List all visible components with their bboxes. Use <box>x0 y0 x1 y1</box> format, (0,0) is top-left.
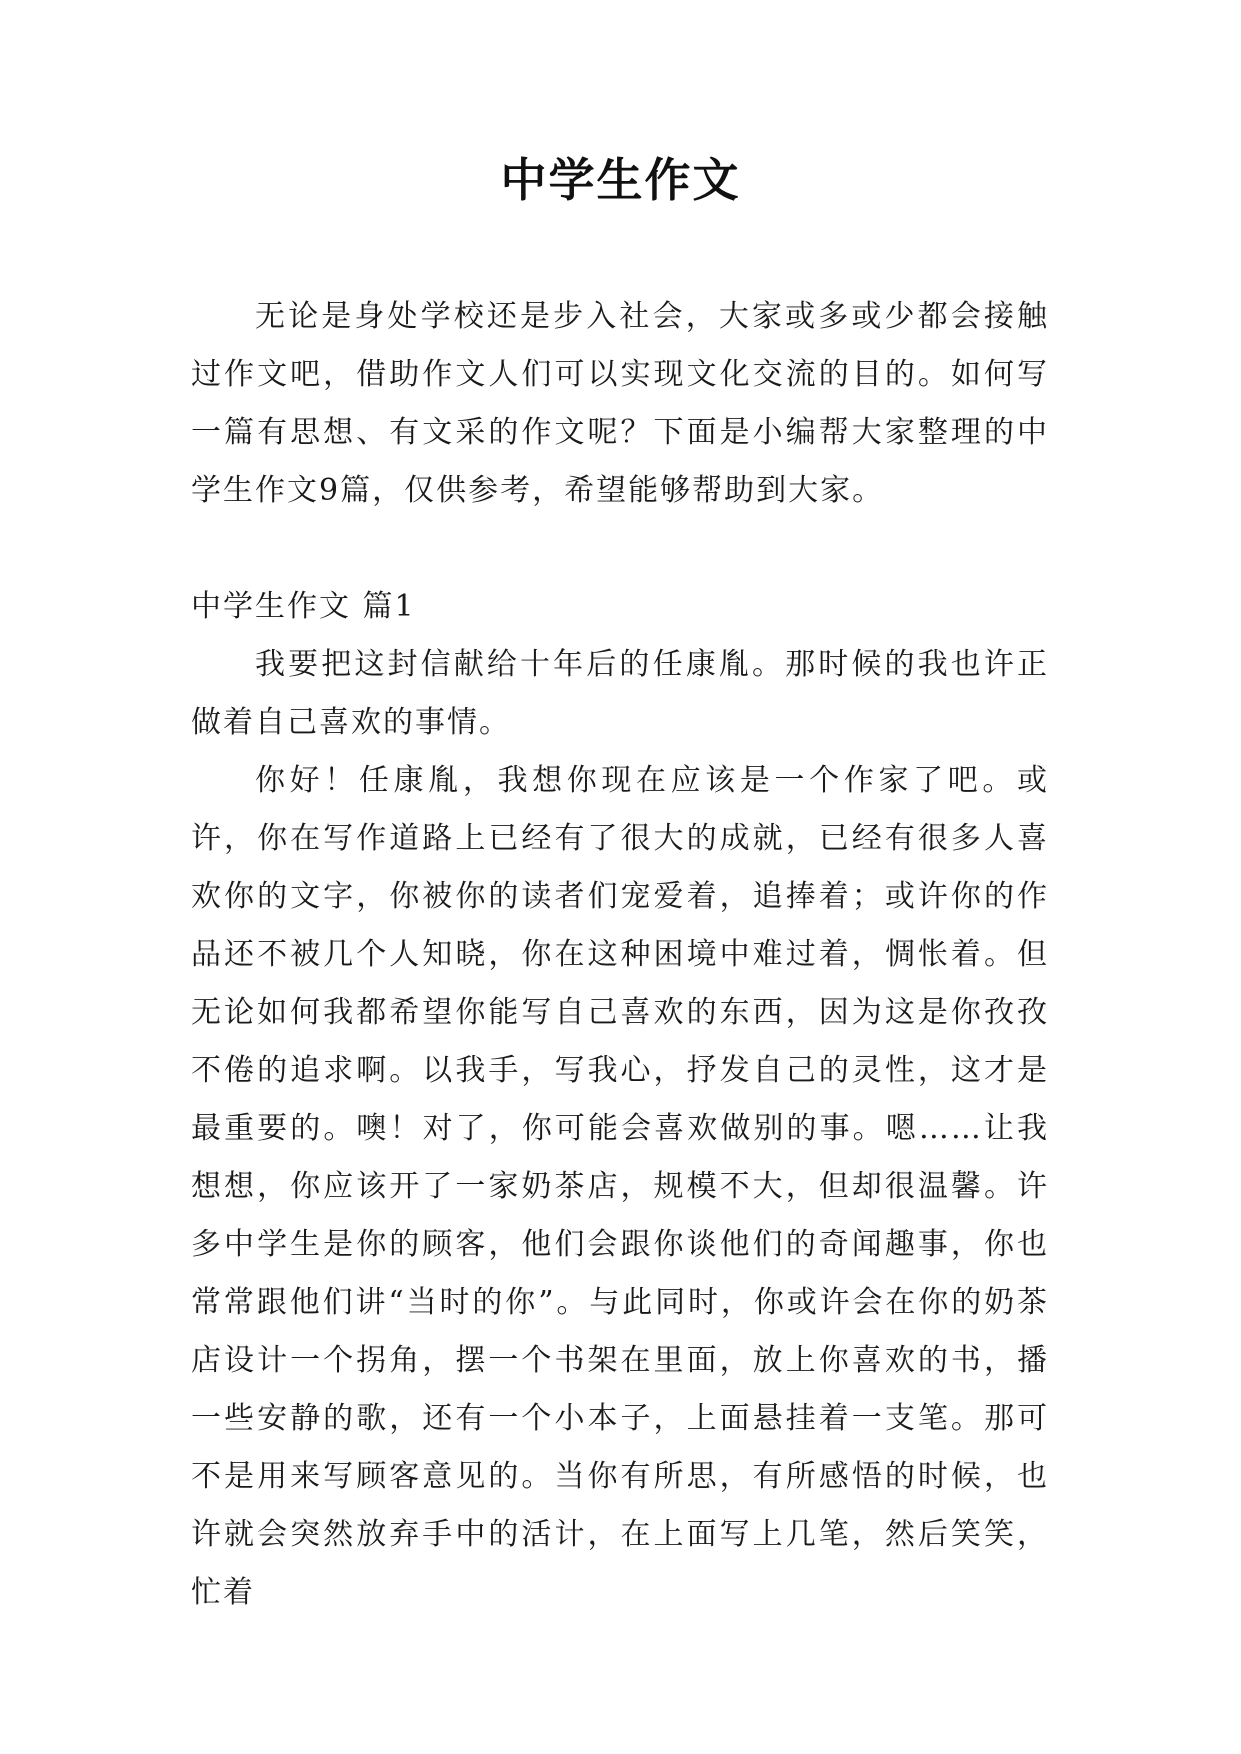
section-heading: 中学生作文 篇1 <box>191 589 416 624</box>
section-paragraph-1: 我要把这封信献给十年后的任康胤。那时候的我也许正做着自己喜欢的事情。 <box>191 647 1049 740</box>
intro-paragraph: 无论是身处学校还是步入社会，大家或多或少都会接触过作文吧，借助作文人们可以实现文化交流的目的。如何写一篇有思想、有文采的作文呢？下面是小编帮大家整理的中学生作文9篇，仅供参考，希望能够帮助到大家。 <box>191 299 1049 508</box>
intro-block <box>191 288 1049 520</box>
section-paragraph-2: 你好！任康胤，我想你现在应该是一个作家了吧。或许，你在写作道路上已经有了很大的成就，已经有很多人喜欢你的文字，你被你的读者们宠爱着，追捧着；或许你的作品还不被几个人知晓，你在这种困境中难过着，惆怅着。但无论如何我都希望你能写自己喜欢的东西，因为这是你孜孜不倦的追求啊。以我手，写我心，抒发自己的灵性，这才是最重要的。噢！对了，你可能会喜欢做别的事。嗯……让我想想，你应该开了一家奶茶店，规模不大，但却很温馨。许多中学生是你的顾客，他们会跟你谈他们的奇闻趣事，你也常常跟他们讲“当时的你”。与此同时，你或许会在你的奶茶店设计一个拐角，摆一个书架在里面，放上你喜欢的书，播一些安静的歌，还有一个小本子，上面悬挂着一支笔。那可不是用来写顾客意见的。当你有所思，有所感悟的时候，也许就会突然放弃手中的活计，在上面写上几笔，然后笑笑，忙着 <box>191 763 1049 1610</box>
document-title: 中学生作文 <box>500 153 741 207</box>
section-1 <box>191 578 1049 1622</box>
